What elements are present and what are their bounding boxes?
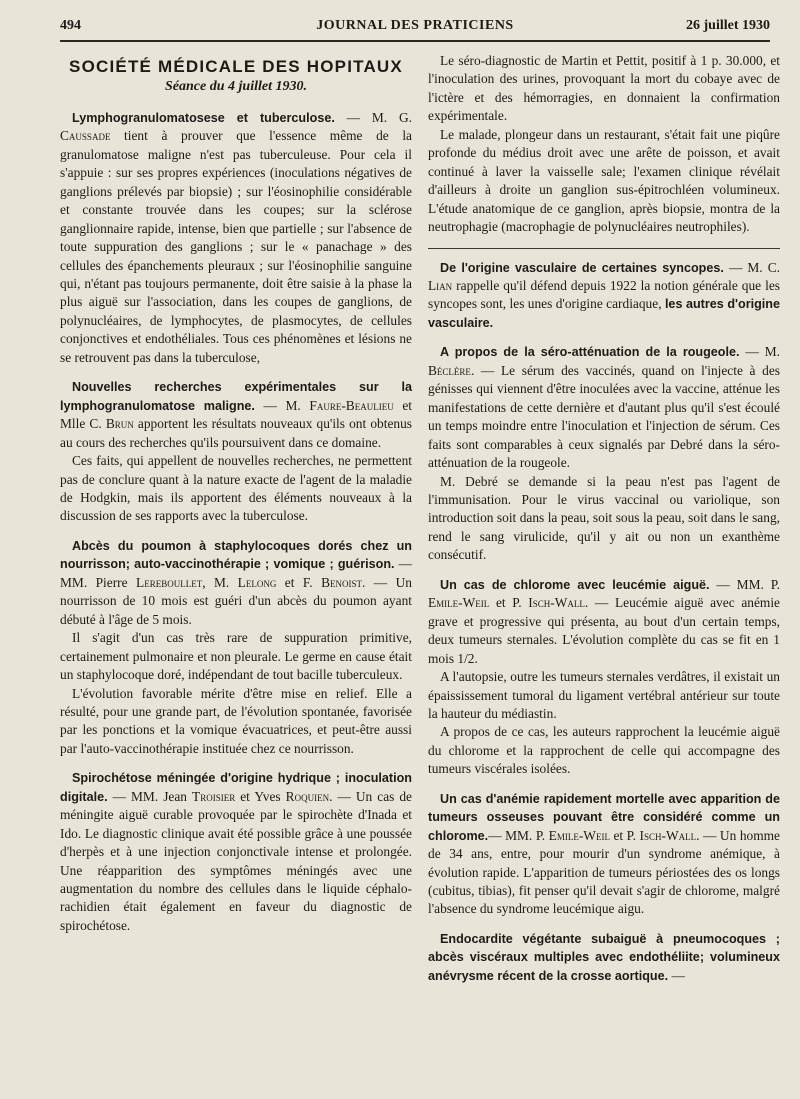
author-name: Roquien	[285, 788, 330, 804]
left-column	[60, 52, 412, 1079]
article-title: Nouvelles recherches expérimentales sur la lymphogranulomatose maligne.	[60, 380, 412, 413]
author-name: Lelong	[237, 574, 277, 590]
article-recherches-lymphogranulomatose	[60, 378, 412, 526]
article-paragraph: De l'origine vasculaire de certaines syncopes. — M. C. Lian rappelle qu'il défend depuis 1922 la notion générale que les syncopes sont, les unes d'origine cardiaque, les autres d'origine vasculaire.	[428, 259, 780, 330]
article-chlorome-leucemie	[428, 576, 780, 779]
author-name: Isch-Wall	[639, 827, 697, 843]
article-paragraph: Un cas de chlorome avec leucémie aiguë. — MM. P. Emile-Weil et P. Isch-Wall. — Leucémie aiguë avec anémie grave et progressive qui présenta, au bout d'un certain temps, deux tumeurs sternales. L'évolution complète du cas se fit en 1 mois 1/2.	[428, 576, 780, 666]
author-name: Emile-Weil	[548, 827, 610, 843]
article-paragraph: Un cas d'anémie rapidement mortelle avec apparition de tumeurs osseuses pouvant être considéré comme un chlorome.— MM. P. Emile-Weil et P. Isch-Wall. — Un homme de 34 ans, entre, pour mourir d'un syndrome anémique, à évolution rapide. L'apparition de tumeurs périostées des os longs (cubitus, tibias), fit penser qu'il devait s'agir de chlorome, malgré l'absence du syndrome leucémique aigu.	[428, 791, 780, 917]
article-lymphogranulomatose-tuberculose	[60, 109, 412, 367]
article-title: A propos de la séro-atténuation de la rougeole.	[440, 345, 740, 360]
author-name: Brun	[105, 416, 134, 432]
author-name: Benoist	[321, 574, 362, 590]
article-syncopes	[428, 259, 780, 333]
author-name: Troisier	[192, 788, 236, 804]
article-title: Un cas de chlorome avec leucémie aiguë.	[440, 577, 710, 592]
article-title: Abcès du poumon à staphylocoques dorés chez un nourrisson; auto-vaccinothérapie ; vomique ; guérison.	[60, 538, 412, 572]
article-rougeole	[428, 343, 780, 564]
author-name: Faure-Beaulieu	[309, 397, 394, 413]
article-paragraph: Il s'agit d'un cas très rare de suppuration primitive, certainement pulmonaire et non pleurale. Le germe en cause était un staphylocoque doré, indépendant de tout bacille tuberculeux.	[60, 630, 412, 683]
author-name: Béclère	[428, 362, 471, 378]
article-title: Un cas d'anémie rapidement mortelle avec apparition de tumeurs osseuses pouvant être considéré comme un chlorome.	[428, 791, 780, 843]
author-name: Lereboullet	[136, 574, 203, 590]
author-name: Isch-Wall	[528, 595, 585, 611]
section-subtitle: Séance du 4 juillet 1930.	[165, 79, 307, 95]
right-column	[428, 52, 780, 1079]
article-paragraph: L'évolution favorable mérite d'être mise en relief. Elle a résulté, pour une grande part, de l'évolution spontanée, favorisée par les ponctions et la vomique évacuatrices, et peut-être aussi par l'auto-vaccinothérapie instituée chez ce nourrisson.	[60, 685, 412, 756]
author-name: Lian	[428, 277, 453, 293]
article-paragraph: A propos de la séro-atténuation de la rougeole. — M. Béclère. — Le sérum des vaccinés, quand on l'injecte à des génisses qui viennent d'être inoculées avec la vaccine, atténue les manifestations de cette dernière et d'autant plus qu'il s'est écoulé un temps moindre entre l'inoculation et l'injection de sérum. Ces faits sont comparables à ceux signalés par Debré dans la séro-atténuation de la rougeole.	[428, 344, 780, 471]
issue-date: 26 juillet 1930	[686, 18, 770, 33]
article-anemie-chlorome	[428, 790, 780, 919]
article-paragraph: Spirochétose méningée d'origine hydrique ; inoculation digitale. — MM. Jean Troisier et Yves Roquien. — Un cas de méningite aiguë curable provoquée par le spirochète d'Inada et Ido. Le diagnostic clinique avait été possible grâce à une poussée d'herpès et à une injection conjonctivale intense et prolongée. Une réapparition des symptômes méningés avec une augmentation du nombre des cellules dans le liquide céphalo-rachidien était également en faveur du diagnostic de spirochétose.	[60, 771, 413, 933]
article-title: Endocardite végétante subaiguë à pneumocoques ; abcès viscéraux multiples avec endothéliite; volumineux anévrysme récent de la crosse aortique.	[428, 931, 780, 983]
article-title: Spirochétose méningée d'origine hydrique ; inoculation digitale.	[60, 771, 412, 804]
article-paragraph: Nouvelles recherches expérimentales sur la lymphogranulomatose maligne. — M. Faure-Beaulieu et Mlle C. Brun apportent les résultats nouveaux qu'ils ont obtenus au cours des recherches qu'ils poursuivent dans ce domaine.	[60, 380, 412, 450]
article-title: De l'origine vasculaire de certaines syncopes.	[440, 260, 724, 275]
article-paragraph: Le malade, plongeur dans un restaurant, s'était fait une piqûre profonde du médius droit avec une arête de poisson, et avait continué à laver la vaisselle sale; l'examen clinique révélait d'ailleurs à droite un ganglion sus-épitrochléen volumineux. L'étude anatomique de ce ganglion, après biopsie, montra de la neutrophagie (macrophagie de polynucléaires neutrophiles).	[428, 126, 780, 235]
article-paragraph: A l'autopsie, outre les tumeurs sternales verdâtres, il existait un épaississement tumoral du ligament vertébral antérieur sur toute la hauteur du médiastin.	[428, 669, 780, 721]
article-spirochetose-continued	[428, 52, 780, 237]
article-paragraph: Abcès du poumon à staphylocoques dorés chez un nourrisson; auto-vaccinothérapie ; vomique ; guérison. — MM. Pierre Lereboullet, M. Lelong et F. Benoist. — Un nourrisson de 10 mois est guéri d'un abcès du poumon ayant débuté à l'âge de 5 mois.	[60, 538, 412, 627]
article-title: Lymphogranulomatosese et tuberculose.	[72, 110, 335, 125]
article-abces-poumon	[60, 537, 412, 758]
article-paragraph: M. Debré se demande si la peau n'est pas l'agent de l'immunisation. Pour le virus vaccinal ou variolique, son introduction soit dans la peau, soit sous la peau, soit dans le sang, rend le sang virulicide, qu'il y ait ou non un exanthème consécutif.	[428, 473, 780, 563]
article-spirochetose	[60, 769, 412, 935]
section-title: SOCIÉTÉ MÉDICALE DES HOPITAUX	[69, 57, 403, 76]
article-paragraph: Ces faits, qui appellent de nouvelles recherches, ne permettent pas de conclure quant à la nature exacte de l'agent de la maladie de Hodgkin, mais ils apportent des éléments nouveaux à la discussion de ses rapports avec la tuberculose.	[60, 453, 412, 524]
article-endocardite	[428, 930, 780, 985]
journal-title: JOURNAL DES PRATICIENS	[316, 18, 514, 33]
emphasized-text: les autres d'origine vasculaire.	[428, 297, 780, 330]
author-name: Emile-Weil	[428, 595, 490, 611]
page-number: 494	[60, 18, 81, 33]
author-name: Caussade	[60, 128, 111, 144]
article-paragraph: Endocardite végétante subaiguë à pneumocoques ; abcès viscéraux multiples avec endothéliite; volumineux anévrysme récent de la crosse aortique. —	[428, 931, 780, 983]
running-header	[60, 14, 770, 42]
article-paragraph: Le séro-diagnostic de Martin et Pettit, positif à 1 p. 30.000, et l'inoculation des urines, provoquant la mort du cobaye avec de l'ictère et des hémorragies, en donnaient la confirmation expérimentale.	[428, 53, 780, 124]
article-paragraph: Lymphogranulomatosese et tuberculose. — M. G. Caussade tient à prouver que l'essence même de la granulomatose maligne n'est pas tuberculeuse. Pour cela il s'appuie : sur ses propres expériences (inoculations négatives de ganglions prélevés par biopsie) ; sur l'éosinophilie considérable et constante trouvée dans les coupes; sur la sclérose ganglionnaire rapide, intense, bien que partielle ; sur l'absence de toute suppuration des ganglions ; sur le « panachage » des cellules des épanchements pleuraux ; sur l'éosinophilie sanguine qui, n'étant pas toujours permanente, doit être saisie à la phase la plus aiguë sur l'association, dans les coupes de ganglions, de polynucléaires, de lymphocytes, de plasmocytes, de cellules conjonctives et endothéliales. Tous ces phénomènes et lésions ne se retrouvent pas dans la tuberculose,	[60, 109, 412, 365]
article-separator	[428, 248, 780, 249]
article-paragraph: A propos de ce cas, les auteurs rapprochent la leucémie aiguë du chlorome et la rapprochent de celle qui accompagne des tumeurs viscérales isolées.	[428, 724, 780, 777]
